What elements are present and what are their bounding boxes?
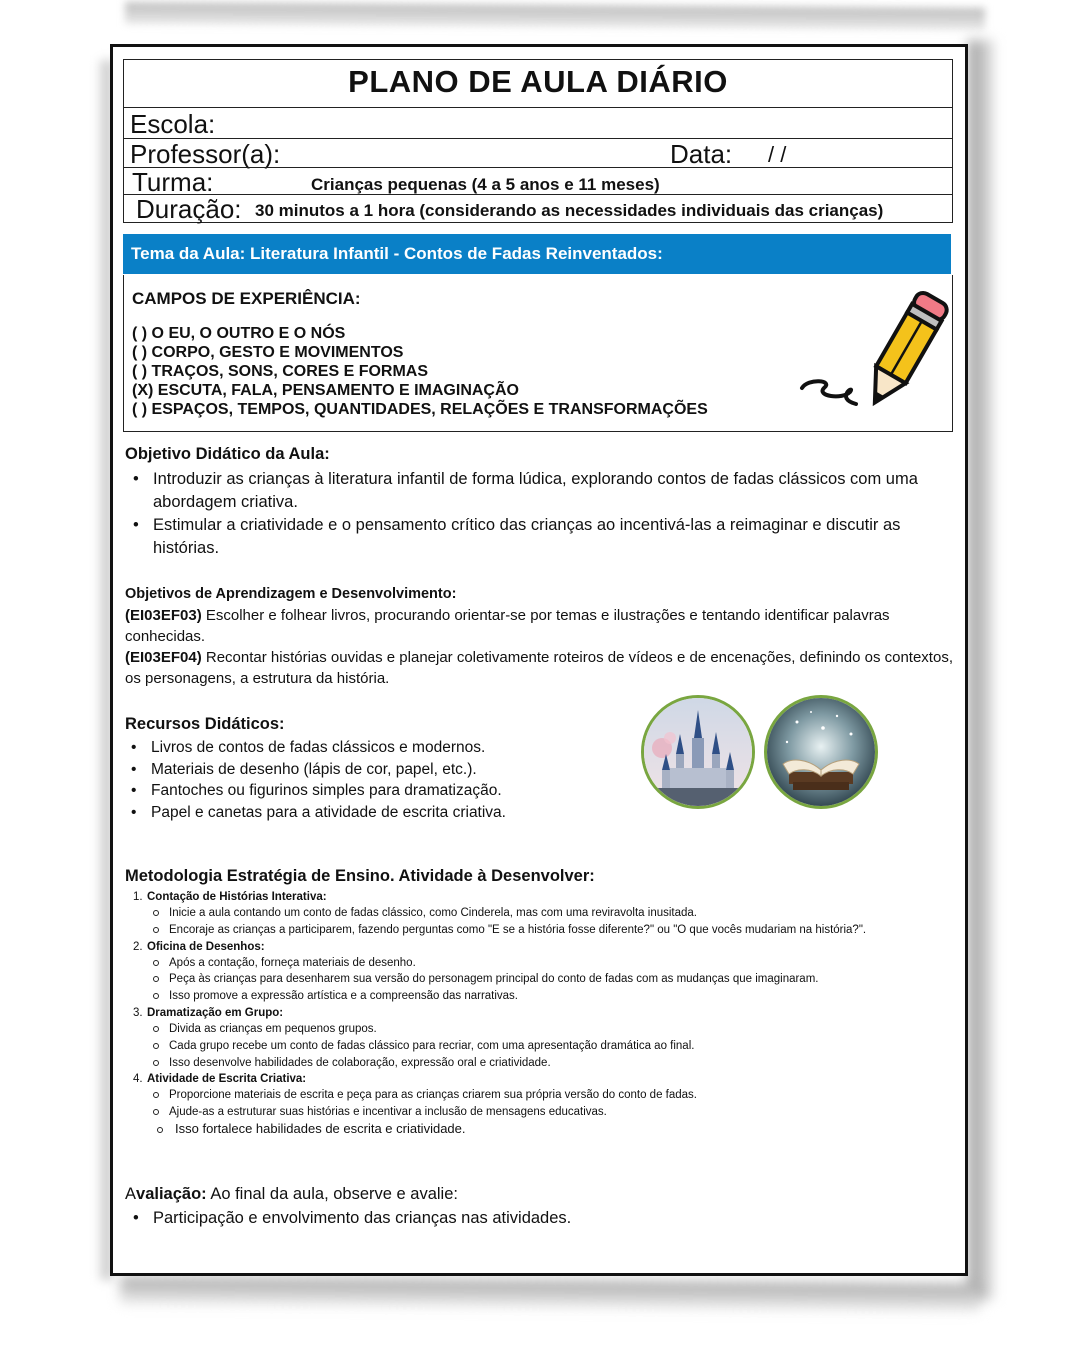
list-item: Isso promove a expressão artística e a compreensão das narrativas.: [133, 988, 963, 1005]
list-item: • Materiais de desenho (lápis de cor, papel, etc.).: [123, 759, 623, 781]
step-list: [133, 1021, 963, 1071]
tema-banner: Tema da Aula: Literatura Infantil - Contos de Fadas Reinventados:: [123, 234, 951, 274]
campos-list: [132, 324, 708, 419]
campo-item: ( ) O EU, O OUTRO E O NÓS: [132, 325, 346, 342]
list-item: Cada grupo recebe um conto de fadas clássico para recriar, com uma apresentação dramática ao final.: [133, 1038, 963, 1055]
avaliacao-list: [125, 1207, 965, 1230]
avaliacao-text: Ao final da aula, observe e avalie:: [206, 1185, 458, 1203]
list-item: Após a contação, forneça materiais de desenho.: [133, 955, 963, 972]
pencil-icon: [794, 280, 954, 420]
lesson-plan-page: [110, 44, 968, 1276]
list-item: • Estimular a criatividade e o pensamento crítico das crianças ao incentivá-las a reimaginar e discutir as histórias.: [125, 514, 965, 560]
recursos-title: Recursos Didáticos:: [125, 715, 285, 733]
step-title: 3. Dramatização em Grupo:: [133, 1006, 284, 1019]
campo-item: ( ) TRAÇOS, SONS, CORES E FORMAS: [132, 363, 429, 380]
campo-item: ( ) CORPO, GESTO E MOVIMENTOS: [132, 344, 404, 361]
paper-shadow-top: [125, 2, 985, 30]
duracao-label: Duração:: [136, 194, 242, 224]
data-label: Data:: [670, 139, 733, 169]
divider: [124, 167, 952, 168]
campo-item: ( ) ESPAÇOS, TEMPOS, QUANTIDADES, RELAÇÕES E TRANSFORMAÇÕES: [132, 401, 708, 418]
list-item: Ajude-as a estruturar suas histórias e incentivar a inclusão de mensagens educativas.: [133, 1104, 963, 1121]
step-list: [133, 905, 963, 939]
page-title: PLANO DE AULA DIÁRIO: [348, 64, 728, 99]
escola-label: Escola:: [130, 109, 216, 139]
bncc-code: (EI03EF03): [125, 607, 202, 624]
list-item: Proporcione materiais de escrita e peça para as crianças criarem sua própria versão do conto de fadas.: [133, 1087, 963, 1104]
paper-shadow-bottom: [120, 1276, 980, 1312]
aprendizagem-item-2: [125, 647, 965, 689]
bncc-code: (EI03EF04): [125, 649, 202, 666]
campos-box: [123, 275, 953, 432]
date-slashes: / /: [768, 142, 787, 167]
aprendizagem-item-1: [125, 605, 965, 647]
list-item: Peça às crianças para desenharem sua versão do personagem principal do conto de fadas com as mudanças que imaginaram.: [133, 971, 963, 988]
bncc-text: Recontar histórias ouvidas e planejar coletivamente roteiros de vídeos e de encenações, definindo os contextos, os personagens, a estrutura da história.: [125, 649, 953, 687]
list-item: Isso desenvolve habilidades de colaboração, expressão oral e criatividade.: [133, 1055, 963, 1072]
campo-item: (X) ESCUTA, FALA, PENSAMENTO E IMAGINAÇÃO: [132, 382, 519, 399]
castle-image: [641, 695, 755, 809]
list-item: Encoraje as crianças a participarem, fazendo perguntas como "E se a história fosse diferente?" ou "O que vocês mudariam na história?".: [133, 922, 963, 939]
duracao-value: 30 minutos a 1 hora (considerando as necessidades individuais das crianças): [255, 201, 884, 220]
list-item: • Livros de contos de fadas clássicos e modernos.: [123, 737, 623, 759]
objetivo-didatico-list: [125, 468, 965, 560]
step-title: 4. Atividade de Escrita Criativa:: [133, 1073, 307, 1086]
divider: [124, 107, 952, 108]
metodologia-steps: [133, 889, 963, 1138]
list-item: Divida as crianças em pequenos grupos.: [133, 1021, 963, 1038]
step-list: [133, 1087, 963, 1137]
step-title: 1. Contação de Histórias Interativa:: [133, 891, 327, 903]
list-item: • Introduzir as crianças à literatura infantil de forma lúdica, explorando contos de fadas clássicos com uma abordagem criativa.: [125, 468, 965, 514]
aprendizagem-title: Objetivos de Aprendizagem e Desenvolvimento:: [125, 586, 457, 602]
avaliacao-label: valiação:: [136, 1185, 207, 1203]
professor-label: Professor(a):: [130, 139, 281, 169]
turma-value: Crianças pequenas (4 a 5 anos e 11 meses): [311, 175, 660, 194]
avaliacao-heading: [125, 1185, 458, 1204]
list-item: • Participação e envolvimento das crianças nas atividades.: [125, 1207, 965, 1230]
divider: [124, 194, 952, 195]
list-item: • Fantoches ou figurinos simples para dramatização.: [123, 780, 623, 802]
open-book-image: [764, 695, 878, 809]
header-box: [123, 59, 953, 223]
objetivo-didatico-title: Objetivo Didático da Aula:: [125, 445, 330, 463]
metodologia-title: Metodologia Estratégia de Ensino. Atividade à Desenvolver:: [125, 867, 595, 885]
paper-shadow-right: [968, 40, 994, 1300]
step-list: [133, 955, 963, 1005]
campos-title: CAMPOS DE EXPERIÊNCIA:: [132, 289, 361, 308]
turma-label: Turma:: [132, 167, 214, 197]
step-title: 2. Oficina de Desenhos:: [133, 940, 265, 953]
list-item: • Papel e canetas para a atividade de escrita criativa.: [123, 802, 623, 824]
recursos-list: [123, 737, 623, 823]
list-item: Inicie a aula contando um conto de fadas clássico, como Cinderela, mas com uma reviravolta inusitada.: [133, 905, 963, 922]
list-item: Isso fortalece habilidades de escrita e criatividade.: [133, 1121, 963, 1138]
avaliacao-prefix: A: [125, 1185, 137, 1203]
bncc-text: Escolher e folhear livros, procurando orientar-se por temas e ilustrações e tentando identificar palavras conhecidas.: [125, 607, 890, 645]
